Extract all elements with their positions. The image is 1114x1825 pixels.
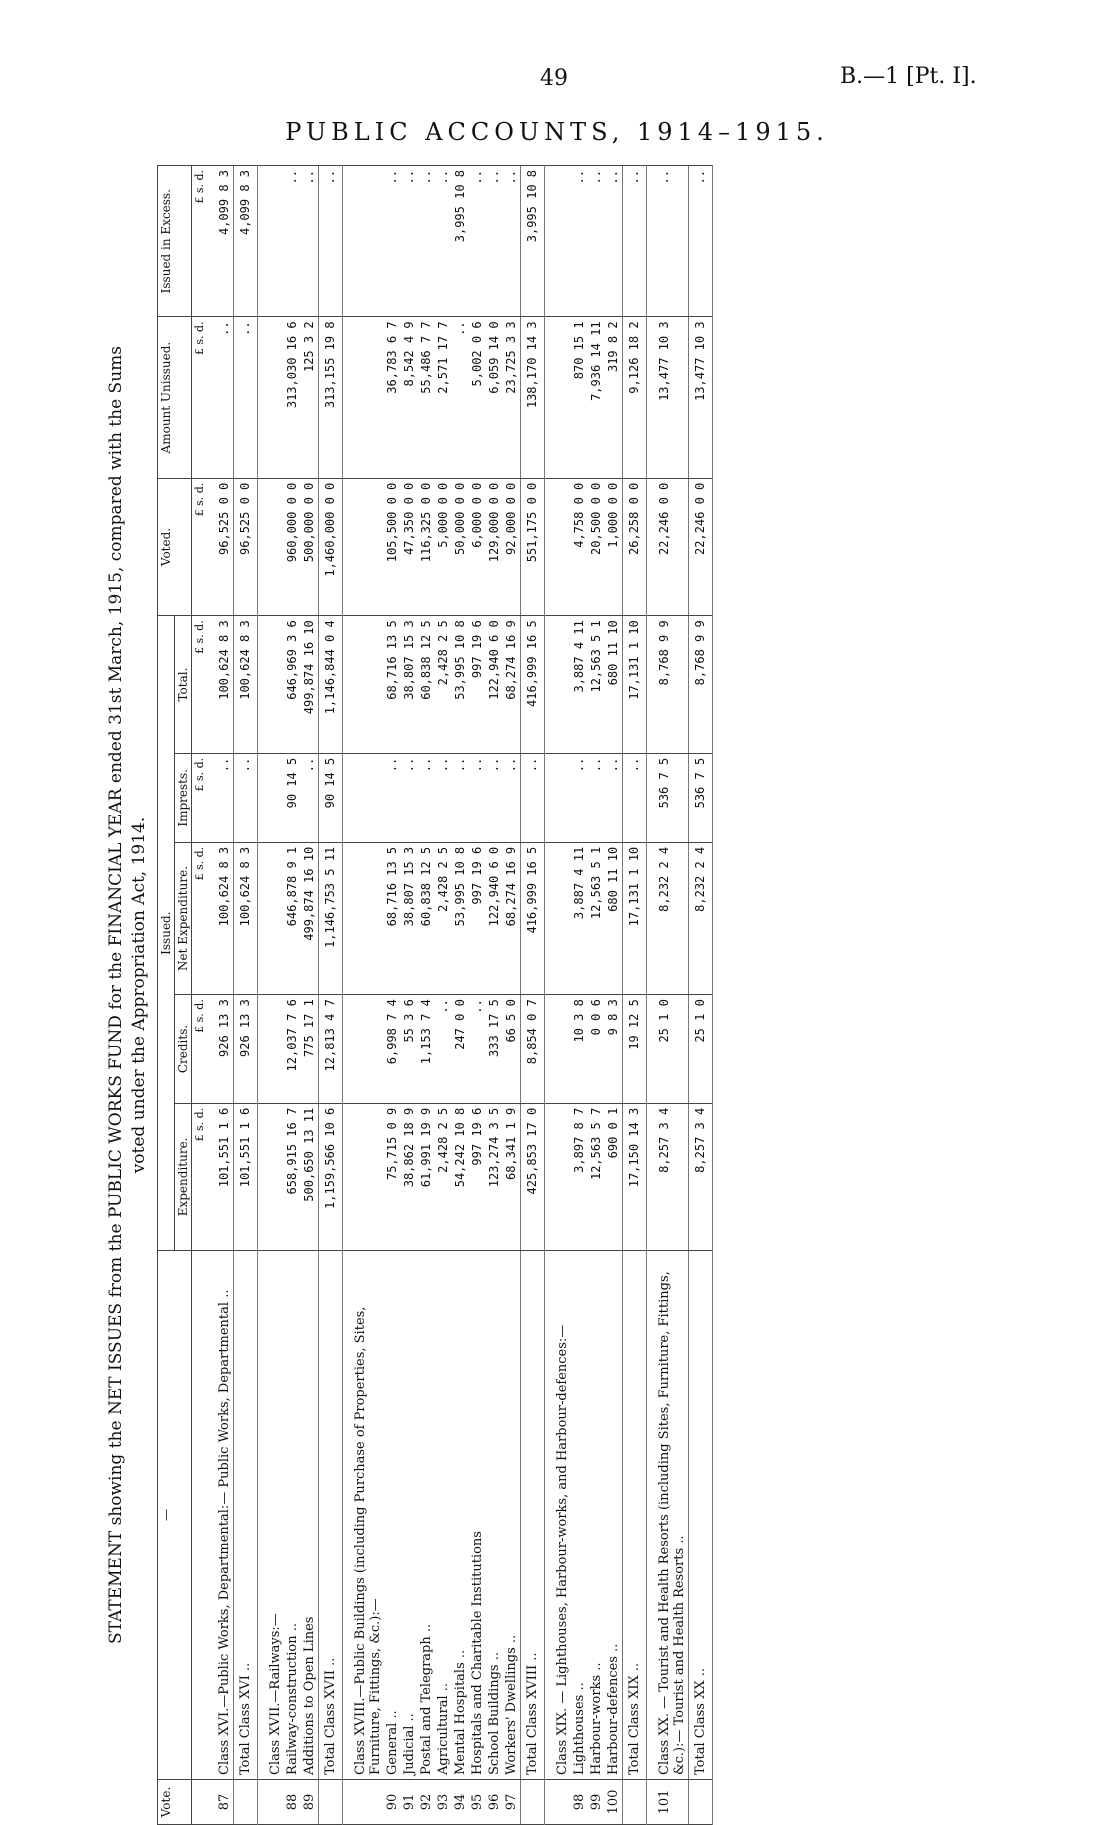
cell-exc: 3,995 10 8 — [521, 166, 545, 317]
cell-exp: 997 19 6 — [469, 1103, 486, 1250]
cell-net: 122,940 6 0 — [486, 842, 503, 994]
cell-cred: 775 17 1 — [301, 995, 319, 1104]
cell-desc: Lighthouses .. — [571, 1251, 588, 1780]
cell-voted: 4,758 0 0 — [571, 478, 588, 616]
cell-unis: 6,059 14 0 — [486, 317, 503, 478]
cell-imp: 90 14 5 — [319, 753, 343, 842]
cell-exc: .. — [469, 166, 486, 317]
cell-exp: 38,862 18 9 — [401, 1103, 418, 1250]
cell-vote: 99 — [588, 1780, 605, 1825]
cell-unis — [545, 317, 572, 478]
cell-unis — [258, 317, 285, 478]
cell-net — [258, 842, 285, 994]
cell-net: 68,274 16 9 — [503, 842, 521, 994]
cell-vote: 93 — [435, 1780, 452, 1825]
cell-exp: 101,551 1 6 — [234, 1103, 258, 1250]
cell-tot — [343, 616, 385, 754]
cell-unis: 5,002 0 6 — [469, 317, 486, 478]
table-row — [435, 166, 452, 1825]
cell-tot: 17,131 1 10 — [623, 616, 647, 754]
cell-desc: Railway-construction .. — [284, 1251, 301, 1780]
table-row — [503, 166, 521, 1825]
rotated-statement — [105, 165, 1005, 1825]
cell-desc: Total Class XVI .. — [234, 1251, 258, 1780]
cell-vote — [623, 1780, 647, 1825]
cell-desc: Mental Hospitals .. — [452, 1251, 469, 1780]
cell-unis: 13,477 10 3 — [647, 317, 689, 478]
cell-voted: 6,000 0 0 — [469, 478, 486, 616]
table-body — [207, 166, 713, 1825]
cell-cred: .. — [435, 995, 452, 1104]
total-row — [234, 166, 258, 1825]
cell-cred: 19 12 5 — [623, 995, 647, 1104]
cell-net: 499,874 16 10 — [301, 842, 319, 994]
unit-label: £ s. d. — [192, 616, 208, 754]
cell-exc — [258, 166, 285, 317]
cell-exc: .. — [623, 166, 647, 317]
cell-desc: Additions to Open Lines — [301, 1251, 319, 1780]
cell-desc: Workers' Dwellings .. — [503, 1251, 521, 1780]
cell-voted: 20,500 0 0 — [588, 478, 605, 616]
cell-voted: 96,525 0 0 — [234, 478, 258, 616]
cell-imp: .. — [435, 753, 452, 842]
cell-cred: 25 1 0 — [647, 995, 689, 1104]
cell-net: 100,624 8 3 — [234, 842, 258, 994]
cell-exc: .. — [401, 166, 418, 317]
cell-unis: 9,126 18 2 — [623, 317, 647, 478]
cell-unis: 7,936 14 11 — [588, 317, 605, 478]
cell-net: 53,995 10 8 — [452, 842, 469, 994]
cell-tot: 12,563 5 1 — [588, 616, 605, 754]
units-row — [192, 166, 208, 1825]
cell-exc: .. — [284, 166, 301, 317]
col-unissued: Amount Unissued. — [158, 317, 192, 478]
table-row — [486, 166, 503, 1825]
cell-net: 12,563 5 1 — [588, 842, 605, 994]
cell-net: 416,999 16 5 — [521, 842, 545, 994]
cell-exc: .. — [301, 166, 319, 317]
cell-tot: 416,999 16 5 — [521, 616, 545, 754]
document-reference: B.—1 [Pt. I]. — [840, 64, 977, 89]
cell-net: 3,887 4 11 — [571, 842, 588, 994]
cell-exp — [545, 1103, 572, 1250]
cell-exp: 101,551 1 6 — [207, 1103, 234, 1250]
table-row — [384, 166, 401, 1825]
cell-imp: .. — [207, 753, 234, 842]
cell-imp: 536 7 5 — [647, 753, 689, 842]
cell-cred: 12,813 4 7 — [319, 995, 343, 1104]
cell-cred: 0 0 6 — [588, 995, 605, 1104]
cell-vote — [521, 1780, 545, 1825]
cell-imp: .. — [234, 753, 258, 842]
cell-vote — [343, 1780, 385, 1825]
cell-tot: 60,838 12 5 — [418, 616, 435, 754]
cell-voted — [343, 478, 385, 616]
cell-voted — [545, 478, 572, 616]
table-row — [301, 166, 319, 1825]
cell-exp: 425,853 17 0 — [521, 1103, 545, 1250]
cell-unis: 13,477 10 3 — [689, 317, 713, 478]
cell-tot: 8,768 9 9 — [647, 616, 689, 754]
cell-tot: 68,274 16 9 — [503, 616, 521, 754]
cell-tot: 3,887 4 11 — [571, 616, 588, 754]
unit-label: £ s. d. — [192, 1103, 208, 1250]
class-row — [343, 166, 385, 1825]
cell-voted: 500,000 0 0 — [301, 478, 319, 616]
class-row — [545, 166, 572, 1825]
cell-vote — [545, 1780, 572, 1825]
cell-voted: 1,000 0 0 — [605, 478, 623, 616]
cell-desc: Class XVI.—Public Works, Departmental:— Public Works, Departmental .. — [207, 1251, 234, 1780]
table-row — [284, 166, 301, 1825]
cell-voted: 26,258 0 0 — [623, 478, 647, 616]
cell-unis: .. — [234, 317, 258, 478]
cell-desc: Total Class XIX .. — [623, 1251, 647, 1780]
cell-tot: 1,146,844 0 4 — [319, 616, 343, 754]
cell-unis: .. — [207, 317, 234, 478]
cell-vote: 101 — [647, 1780, 689, 1825]
cell-unis: 125 3 2 — [301, 317, 319, 478]
cell-cred: 926 13 3 — [207, 995, 234, 1104]
cell-imp: .. — [521, 753, 545, 842]
cell-voted: 116,325 0 0 — [418, 478, 435, 616]
table-row — [452, 166, 469, 1825]
cell-net: 100,624 8 3 — [207, 842, 234, 994]
cell-imp — [258, 753, 285, 842]
cell-exc: .. — [435, 166, 452, 317]
cell-vote: 92 — [418, 1780, 435, 1825]
cell-desc: Total Class XVIII .. — [521, 1251, 545, 1780]
cell-exc — [545, 166, 572, 317]
col-credits: Credits. — [175, 995, 192, 1104]
cell-net — [545, 842, 572, 994]
cell-exp: 658,915 16 7 — [284, 1103, 301, 1250]
cell-imp: .. — [452, 753, 469, 842]
cell-voted: 5,000 0 0 — [435, 478, 452, 616]
cell-imp: .. — [588, 753, 605, 842]
cell-vote: 96 — [486, 1780, 503, 1825]
cell-tot: 100,624 8 3 — [207, 616, 234, 754]
cell-exc — [343, 166, 385, 317]
cell-tot: 8,768 9 9 — [689, 616, 713, 754]
col-vote: Vote. — [158, 1780, 192, 1825]
cell-unis: .. — [452, 317, 469, 478]
cell-imp: .. — [486, 753, 503, 842]
total-row — [689, 166, 713, 1825]
cell-vote: 90 — [384, 1780, 401, 1825]
cell-exp: 17,150 14 3 — [623, 1103, 647, 1250]
cell-exp: 8,257 3 4 — [647, 1103, 689, 1250]
cell-cred: 9 8 3 — [605, 995, 623, 1104]
cell-unis — [343, 317, 385, 478]
cell-tot: 680 11 10 — [605, 616, 623, 754]
col-net-expenditure: Net Expenditure. — [175, 842, 192, 994]
cell-desc: Class XVII.—Railways:— — [258, 1251, 285, 1780]
table-row — [418, 166, 435, 1825]
cell-cred: 1,153 7 4 — [418, 995, 435, 1104]
cell-imp: .. — [623, 753, 647, 842]
cell-desc: Postal and Telegraph .. — [418, 1251, 435, 1780]
cell-cred: 8,854 0 7 — [521, 995, 545, 1104]
cell-voted: 22,246 0 0 — [689, 478, 713, 616]
cell-unis: 138,170 14 3 — [521, 317, 545, 478]
cell-net: 17,131 1 10 — [623, 842, 647, 994]
cell-vote: 88 — [284, 1780, 301, 1825]
class-row — [207, 166, 234, 1825]
cell-exc: .. — [319, 166, 343, 317]
cell-exc: .. — [689, 166, 713, 317]
cell-desc: Class XIX. — Lighthouses, Harbour-works, and Harbour-defences:— — [545, 1251, 572, 1780]
cell-unis: 319 8 2 — [605, 317, 623, 478]
table-row — [571, 166, 588, 1825]
cell-exp: 3,897 8 7 — [571, 1103, 588, 1250]
cell-voted: 129,000 0 0 — [486, 478, 503, 616]
cell-cred: 247 0 0 — [452, 995, 469, 1104]
cell-imp: .. — [469, 753, 486, 842]
cell-vote: 87 — [207, 1780, 234, 1825]
cell-cred: 66 5 0 — [503, 995, 521, 1104]
cell-desc: Judicial .. — [401, 1251, 418, 1780]
cell-imp — [545, 753, 572, 842]
cell-exp: 2,428 2 5 — [435, 1103, 452, 1250]
cell-net: 8,232 2 4 — [647, 842, 689, 994]
statement-line-2: voted under the Appropriation Act, 1914. — [129, 816, 149, 1174]
cell-vote: 95 — [469, 1780, 486, 1825]
col-expenditure: Expenditure. — [175, 1103, 192, 1250]
cell-exp: 690 0 1 — [605, 1103, 623, 1250]
cell-net: 1,146,753 5 11 — [319, 842, 343, 994]
cell-cred: 12,037 7 6 — [284, 995, 301, 1104]
unit-label: £ s. d. — [192, 753, 208, 842]
cell-voted — [258, 478, 285, 616]
cell-net: 38,807 15 3 — [401, 842, 418, 994]
cell-vote: 97 — [503, 1780, 521, 1825]
cell-imp: .. — [605, 753, 623, 842]
cell-exp: 500,650 13 11 — [301, 1103, 319, 1250]
cell-cred: 10 3 8 — [571, 995, 588, 1104]
cell-tot: 2,428 2 5 — [435, 616, 452, 754]
cell-exp: 54,242 10 8 — [452, 1103, 469, 1250]
cell-net: 60,838 12 5 — [418, 842, 435, 994]
total-row — [521, 166, 545, 1825]
cell-tot: 53,995 10 8 — [452, 616, 469, 754]
cell-vote — [258, 1780, 285, 1825]
cell-exp — [343, 1103, 385, 1250]
cell-net: 8,232 2 4 — [689, 842, 713, 994]
cell-exc: 3,995 10 8 — [452, 166, 469, 317]
unit-label: £ s. d. — [192, 995, 208, 1104]
cell-imp: .. — [301, 753, 319, 842]
unit-label: £ s. d. — [192, 478, 208, 616]
cell-desc: School Buildings .. — [486, 1251, 503, 1780]
cell-exp: 61,991 19 9 — [418, 1103, 435, 1250]
cell-voted: 22,246 0 0 — [647, 478, 689, 616]
statement-heading — [105, 165, 157, 1825]
cell-net: 646,878 9 1 — [284, 842, 301, 994]
cell-imp: 90 14 5 — [284, 753, 301, 842]
cell-exp: 123,274 3 5 — [486, 1103, 503, 1250]
cell-exc: .. — [588, 166, 605, 317]
table-row — [588, 166, 605, 1825]
cell-vote — [234, 1780, 258, 1825]
class-row — [258, 166, 285, 1825]
total-row — [319, 166, 343, 1825]
cell-exc: .. — [647, 166, 689, 317]
total-row — [623, 166, 647, 1825]
cell-desc: Harbour-works .. — [588, 1251, 605, 1780]
cell-vote: 91 — [401, 1780, 418, 1825]
cell-vote: 100 — [605, 1780, 623, 1825]
cell-unis: 870 15 1 — [571, 317, 588, 478]
cell-desc: Class XX. — Tourist and Health Resorts (including Sites, Furniture, Fittings, &c.):— Tourist and Health Resorts .. — [647, 1251, 689, 1780]
col-voted: Voted. — [158, 478, 192, 616]
cell-vote: 89 — [301, 1780, 319, 1825]
cell-tot — [258, 616, 285, 754]
cell-exc: .. — [605, 166, 623, 317]
cell-exc: .. — [571, 166, 588, 317]
cell-exc: .. — [384, 166, 401, 317]
cell-exp — [258, 1103, 285, 1250]
cell-cred: 6,998 7 4 — [384, 995, 401, 1104]
cell-net: 2,428 2 5 — [435, 842, 452, 994]
cell-voted: 50,000 0 0 — [452, 478, 469, 616]
page-number: 49 — [540, 66, 568, 91]
cell-cred — [258, 995, 285, 1104]
class-row — [647, 166, 689, 1825]
col-total: Total. — [175, 616, 192, 754]
cell-imp: .. — [503, 753, 521, 842]
cell-voted: 92,000 0 0 — [503, 478, 521, 616]
cell-imp: .. — [571, 753, 588, 842]
cell-imp: .. — [384, 753, 401, 842]
unit-label: £ s. d. — [192, 842, 208, 994]
cell-desc: Class XVIII.—Public Buildings (including Purchase of Properties, Sites, Furniture, Fittings, &c.):— — [343, 1251, 385, 1780]
col-issued-group: Issued. — [158, 616, 175, 1251]
cell-unis: 23,725 3 3 — [503, 317, 521, 478]
cell-desc: Total Class XX .. — [689, 1251, 713, 1780]
cell-unis: 2,571 17 7 — [435, 317, 452, 478]
cell-net: 680 11 10 — [605, 842, 623, 994]
cell-imp: .. — [418, 753, 435, 842]
unit-label: £ s. d. — [192, 317, 208, 478]
cell-unis: 36,783 6 7 — [384, 317, 401, 478]
cell-net — [343, 842, 385, 994]
public-works-table — [157, 165, 713, 1825]
cell-vote — [689, 1780, 713, 1825]
cell-imp — [343, 753, 385, 842]
cell-imp: 536 7 5 — [689, 753, 713, 842]
cell-tot: 38,807 15 3 — [401, 616, 418, 754]
cell-exp: 75,715 0 9 — [384, 1103, 401, 1250]
cell-voted: 47,350 0 0 — [401, 478, 418, 616]
cell-desc: Total Class XVII .. — [319, 1251, 343, 1780]
cell-exc: 4,099 8 3 — [207, 166, 234, 317]
statement-line-1: STATEMENT showing the NET ISSUES from the PUBLIC WORKS FUND for the FINANCIAL YEAR ended 31st March, 1915, compared with the Sums — [106, 346, 126, 1644]
cell-cred — [545, 995, 572, 1104]
cell-exc: 4,099 8 3 — [234, 166, 258, 317]
cell-exp: 68,341 1 9 — [503, 1103, 521, 1250]
cell-exp: 1,159,566 10 6 — [319, 1103, 343, 1250]
cell-tot: 122,940 6 0 — [486, 616, 503, 754]
cell-exc: .. — [503, 166, 521, 317]
cell-cred: 926 13 3 — [234, 995, 258, 1104]
col-excess: Issued in Excess. — [158, 166, 192, 317]
cell-cred: 333 17 5 — [486, 995, 503, 1104]
cell-exc: .. — [486, 166, 503, 317]
cell-unis: 313,030 16 6 — [284, 317, 301, 478]
cell-tot: 68,716 13 5 — [384, 616, 401, 754]
cell-voted: 551,175 0 0 — [521, 478, 545, 616]
cell-desc: Harbour-defences .. — [605, 1251, 623, 1780]
unit-label: £ s. d. — [192, 166, 208, 317]
cell-exp: 8,257 3 4 — [689, 1103, 713, 1250]
cell-exp: 12,563 5 7 — [588, 1103, 605, 1250]
cell-cred: 55 3 6 — [401, 995, 418, 1104]
table-row — [469, 166, 486, 1825]
cell-net: 997 19 6 — [469, 842, 486, 994]
cell-desc: Agricultural .. — [435, 1251, 452, 1780]
cell-vote: 98 — [571, 1780, 588, 1825]
cell-tot: 646,969 3 6 — [284, 616, 301, 754]
cell-voted: 105,500 0 0 — [384, 478, 401, 616]
cell-tot — [545, 616, 572, 754]
cell-desc: General .. — [384, 1251, 401, 1780]
page-title: PUBLIC ACCOUNTS, 1914–1915. — [285, 118, 829, 146]
cell-unis: 313,155 19 8 — [319, 317, 343, 478]
cell-unis: 55,486 7 7 — [418, 317, 435, 478]
cell-cred — [343, 995, 385, 1104]
cell-voted: 1,460,000 0 0 — [319, 478, 343, 616]
cell-exc: .. — [418, 166, 435, 317]
cell-vote — [319, 1780, 343, 1825]
cell-imp: .. — [401, 753, 418, 842]
col-imprests: Imprests. — [175, 753, 192, 842]
table-row — [401, 166, 418, 1825]
cell-voted: 96,525 0 0 — [207, 478, 234, 616]
cell-unis: 8,542 4 9 — [401, 317, 418, 478]
cell-cred: 25 1 0 — [689, 995, 713, 1104]
cell-tot: 100,624 8 3 — [234, 616, 258, 754]
cell-tot: 499,874 16 10 — [301, 616, 319, 754]
cell-cred: .. — [469, 995, 486, 1104]
col-description: — — [158, 1251, 192, 1780]
cell-desc: Hospitals and Charitable Institutions — [469, 1251, 486, 1780]
cell-net: 68,716 13 5 — [384, 842, 401, 994]
cell-tot: 997 19 6 — [469, 616, 486, 754]
cell-vote: 94 — [452, 1780, 469, 1825]
cell-voted: 960,000 0 0 — [284, 478, 301, 616]
table-row — [605, 166, 623, 1825]
